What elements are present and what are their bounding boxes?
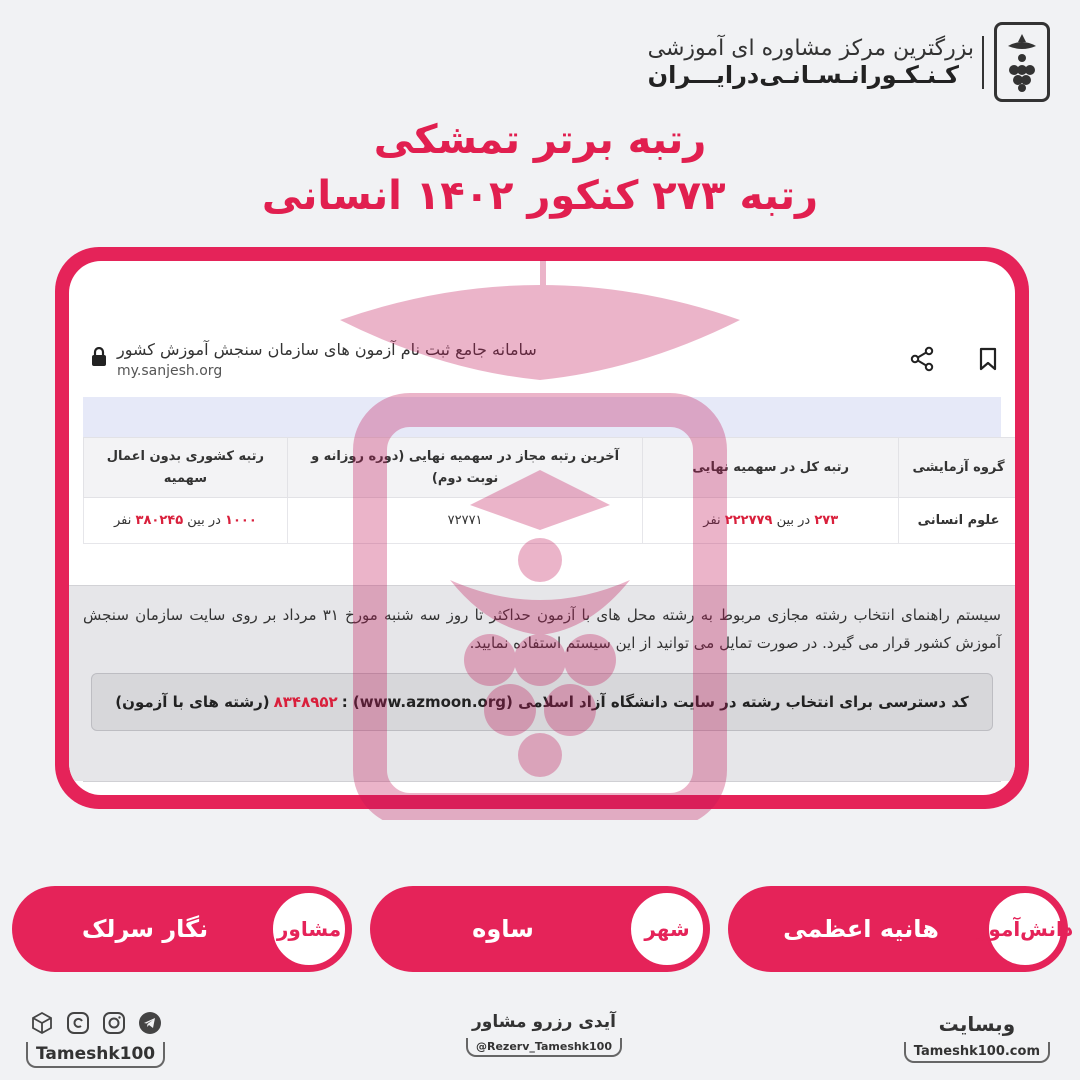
- headline: [0, 112, 1080, 224]
- brand-name: کـنـکـورانـسـانـی‌درایـــران: [647, 60, 959, 89]
- total-rank-value: ۲۷۳: [814, 513, 839, 528]
- access-code-value: ۸۳۴۸۹۵۲: [273, 693, 338, 711]
- national-rank-count: ۳۸۰۲۴۵: [135, 513, 184, 528]
- website-url[interactable]: Tameshk100.com: [904, 1042, 1050, 1063]
- info-strip: [83, 397, 1001, 437]
- instagram-icon[interactable]: [101, 1010, 127, 1036]
- telegram-icon[interactable]: [137, 1010, 163, 1036]
- browser-bar: [69, 321, 1015, 397]
- headline-subtitle: رتبه ۲۷۳ کنکور ۱۴۰۲ انسانی: [261, 173, 819, 219]
- brand-logo-icon: [994, 22, 1050, 102]
- student-pill: [728, 886, 1074, 972]
- header-group: گروه آزمایشی: [899, 438, 1015, 498]
- table-header-row: [84, 438, 1016, 498]
- website-label: وبسایت: [938, 1012, 1016, 1036]
- access-code-box: [91, 673, 993, 731]
- total-rank-mid: در بین: [776, 513, 811, 528]
- cell-total-rank: [643, 498, 899, 544]
- reserve-handle[interactable]: @Rezerv_Tameshk100: [466, 1038, 622, 1057]
- city-label: شهر: [628, 890, 706, 968]
- advisor-label: مشاور: [270, 890, 348, 968]
- site-url: my.sanjesh.org: [117, 362, 223, 379]
- result-card-frame: [55, 247, 1029, 809]
- cell-last-rank: ۷۲۷۷۱: [287, 498, 643, 544]
- brand-header: [648, 22, 1050, 102]
- bookmark-icon[interactable]: [973, 344, 1003, 374]
- headline-title: رتبه برتر تمشکی: [373, 117, 707, 163]
- footer-website[interactable]: [904, 1012, 1050, 1063]
- eitaa-icon[interactable]: [65, 1010, 91, 1036]
- total-rank-unit: نفر: [703, 513, 721, 528]
- access-code-prefix: کد دسترسی برای انتخاب رشته در سایت دانشگاه آزاد اسلامی (www.azmoon.org) :: [341, 693, 969, 711]
- brand-tagline: بزرگترین مرکز مشاوره ای آموزشی: [647, 35, 974, 61]
- header-total-rank: رتبه کل در سهمیه نهایی: [643, 438, 899, 498]
- share-icon[interactable]: [907, 344, 937, 374]
- cell-group: علوم انسانی: [899, 498, 1015, 544]
- total-rank-count: ۲۲۲۷۷۹: [724, 513, 773, 528]
- city-name: ساوه: [472, 915, 534, 943]
- footer-social: [26, 1010, 165, 1068]
- header-national-rank: رتبه کشوری بدون اعمال سهمیه: [84, 438, 288, 498]
- result-card: [69, 261, 1015, 795]
- advisor-name: نگار سرلک: [81, 915, 209, 943]
- city-pill: [370, 886, 710, 972]
- social-handle[interactable]: Tameshk100: [26, 1042, 165, 1068]
- site-title: سامانه جامع ثبت نام آزمون های سازمان سنجش آموزش کشور: [117, 339, 537, 359]
- url-block[interactable]: [91, 340, 537, 379]
- cube-icon[interactable]: [29, 1010, 55, 1036]
- student-label: دانش‌آموز: [986, 890, 1064, 968]
- notice-text: سیستم راهنمای انتخاب رشته مجازی مربوط به رشته محل های با آزمون حداکثر تا روز سه شنبه مورخ ۳۱ مرداد بر روی سایت سازمان سنجش آموزش کشور قرار می گیرد. در صورت تمایل می توانید از این سیستم استفاده نمایید.: [83, 606, 1001, 652]
- cell-national-rank: [84, 498, 288, 544]
- national-rank-value: ۱۰۰۰: [225, 513, 257, 528]
- table-row: [84, 498, 1016, 544]
- national-rank-unit: نفر: [114, 513, 132, 528]
- rank-table: [83, 437, 1015, 544]
- access-code-suffix: (رشته های با آزمون): [115, 693, 270, 711]
- footer-reserve[interactable]: [466, 1012, 622, 1057]
- divider: [83, 781, 1001, 782]
- student-name: هانیه اعظمی: [783, 915, 939, 943]
- lock-icon: [91, 347, 107, 371]
- reserve-label: آیدی رزرو مشاور: [472, 1012, 616, 1032]
- brand-text: [648, 36, 984, 89]
- national-rank-mid: در بین: [187, 513, 221, 528]
- advisor-pill: [12, 886, 352, 972]
- header-last-rank: آخرین رتبه مجاز در سهمیه نهایی (دوره روزانه و نوبت دوم): [287, 438, 643, 498]
